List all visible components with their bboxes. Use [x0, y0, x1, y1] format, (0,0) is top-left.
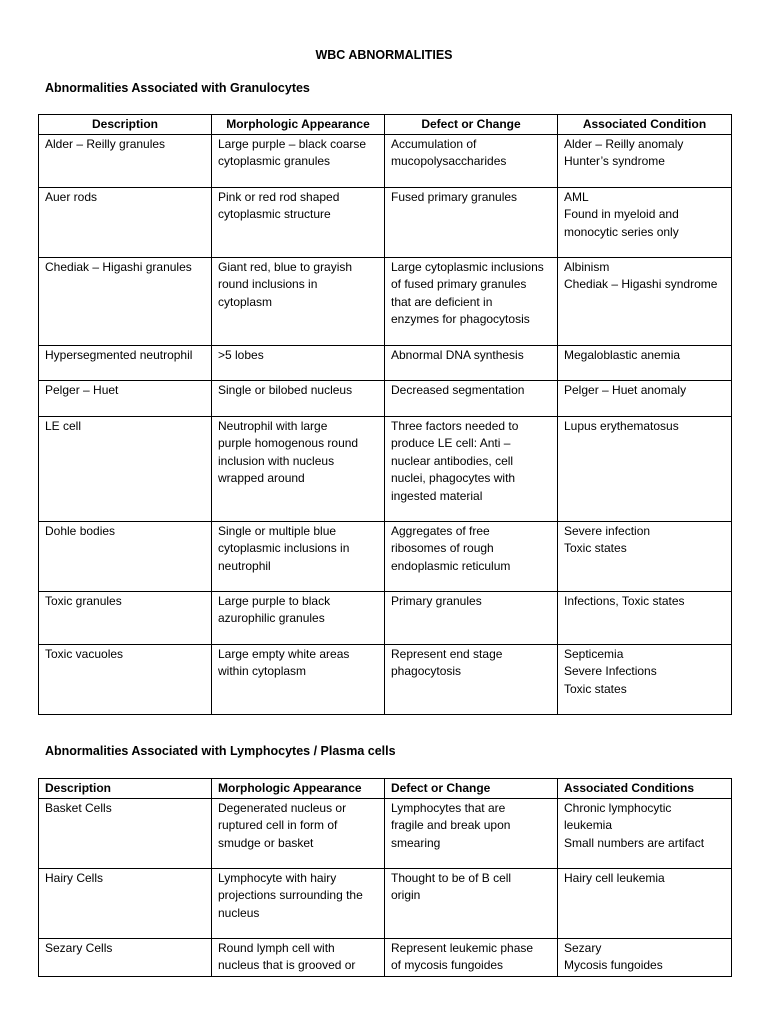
cell-morphologic-appearance: Large empty white areas within cytoplasm	[212, 644, 385, 714]
header-associated-conditions: Associated Conditions	[558, 779, 732, 799]
granulocytes-table	[38, 114, 732, 715]
cell-morphologic-appearance: Neutrophil with large purple homogenous round inclusion with nucleus wrapped around	[212, 416, 385, 521]
table-row	[39, 416, 732, 521]
header-defect-or-change: Defect or Change	[385, 115, 558, 135]
cell-defect-or-change: Accumulation of mucopolysaccharides	[385, 134, 558, 187]
cell-description: Pelger – Huet	[39, 380, 212, 416]
header-morphologic-appearance: Morphologic Appearance	[212, 779, 385, 799]
cell-morphologic-appearance: Pink or red rod shaped cytoplasmic structure	[212, 187, 385, 257]
table-row	[39, 345, 732, 380]
lymphocytes-table	[38, 778, 732, 977]
table-row	[39, 591, 732, 644]
cell-morphologic-appearance: >5 lobes	[212, 345, 385, 380]
table-row	[39, 644, 732, 714]
cell-description: Hypersegmented neutrophil	[39, 345, 212, 380]
cell-defect-or-change: Abnormal DNA synthesis	[385, 345, 558, 380]
cell-description: Hairy Cells	[39, 868, 212, 938]
cell-associated-condition: Septicemia Severe Infections Toxic states	[558, 644, 732, 714]
cell-defect-or-change: Fused primary granules	[385, 187, 558, 257]
cell-associated-condition: Megaloblastic anemia	[558, 345, 732, 380]
cell-associated-condition: AML Found in myeloid and monocytic series only	[558, 187, 732, 257]
table-row	[39, 868, 732, 938]
header-associated-condition: Associated Condition	[558, 115, 732, 135]
table-row	[39, 938, 732, 976]
lymphocytes-heading: Abnormalities Associated with Lymphocytes / Plasma cells	[45, 744, 396, 758]
table-header-row	[39, 115, 732, 135]
cell-description: Toxic vacuoles	[39, 644, 212, 714]
cell-associated-condition: Severe infection Toxic states	[558, 521, 732, 591]
cell-defect-or-change: Three factors needed to produce LE cell: Anti – nuclear antibodies, cell nuclei, phagocytes with ingested material	[385, 416, 558, 521]
cell-description: Basket Cells	[39, 798, 212, 868]
table-row	[39, 521, 732, 591]
cell-morphologic-appearance: Large purple – black coarse cytoplasmic granules	[212, 134, 385, 187]
cell-description: Chediak – Higashi granules	[39, 257, 212, 345]
table-row	[39, 134, 732, 187]
cell-morphologic-appearance: Degenerated nucleus or ruptured cell in form of smudge or basket	[212, 798, 385, 868]
cell-associated-condition: Alder – Reilly anomaly Hunter’s syndrome	[558, 134, 732, 187]
cell-description: Alder – Reilly granules	[39, 134, 212, 187]
cell-associated-conditions: Sezary Mycosis fungoides	[558, 938, 732, 976]
granulocytes-heading: Abnormalities Associated with Granulocytes	[45, 81, 310, 95]
cell-associated-condition: Lupus erythematosus	[558, 416, 732, 521]
cell-description: Dohle bodies	[39, 521, 212, 591]
cell-defect-or-change: Decreased segmentation	[385, 380, 558, 416]
cell-associated-condition: Infections, Toxic states	[558, 591, 732, 644]
cell-defect-or-change: Large cytoplasmic inclusions of fused primary granules that are deficient in enzymes for phagocytosis	[385, 257, 558, 345]
cell-defect-or-change: Thought to be of B cell origin	[385, 868, 558, 938]
cell-defect-or-change: Aggregates of free ribosomes of rough endoplasmic reticulum	[385, 521, 558, 591]
cell-morphologic-appearance: Lymphocyte with hairy projections surrounding the nucleus	[212, 868, 385, 938]
table-row	[39, 257, 732, 345]
cell-associated-condition: Pelger – Huet anomaly	[558, 380, 732, 416]
cell-defect-or-change: Primary granules	[385, 591, 558, 644]
table-row	[39, 380, 732, 416]
header-defect-or-change: Defect or Change	[385, 779, 558, 799]
table-row	[39, 798, 732, 868]
cell-morphologic-appearance: Single or multiple blue cytoplasmic inclusions in neutrophil	[212, 521, 385, 591]
table-row	[39, 187, 732, 257]
cell-defect-or-change: Lymphocytes that are fragile and break upon smearing	[385, 798, 558, 868]
cell-associated-condition: Albinism Chediak – Higashi syndrome	[558, 257, 732, 345]
cell-defect-or-change: Represent end stage phagocytosis	[385, 644, 558, 714]
cell-description: LE cell	[39, 416, 212, 521]
cell-defect-or-change: Represent leukemic phase of mycosis fungoides	[385, 938, 558, 976]
cell-morphologic-appearance: Large purple to black azurophilic granules	[212, 591, 385, 644]
header-description: Description	[39, 779, 212, 799]
cell-morphologic-appearance: Single or bilobed nucleus	[212, 380, 385, 416]
page-title: WBC ABNORMALITIES	[315, 48, 453, 62]
cell-description: Toxic granules	[39, 591, 212, 644]
cell-description: Auer rods	[39, 187, 212, 257]
cell-morphologic-appearance: Round lymph cell with nucleus that is grooved or	[212, 938, 385, 976]
cell-associated-conditions: Chronic lymphocytic leukemia Small numbers are artifact	[558, 798, 732, 868]
cell-description: Sezary Cells	[39, 938, 212, 976]
table-header-row	[39, 779, 732, 799]
header-description: Description	[39, 115, 212, 135]
cell-associated-conditions: Hairy cell leukemia	[558, 868, 732, 938]
cell-morphologic-appearance: Giant red, blue to grayish round inclusions in cytoplasm	[212, 257, 385, 345]
header-morphologic-appearance: Morphologic Appearance	[212, 115, 385, 135]
